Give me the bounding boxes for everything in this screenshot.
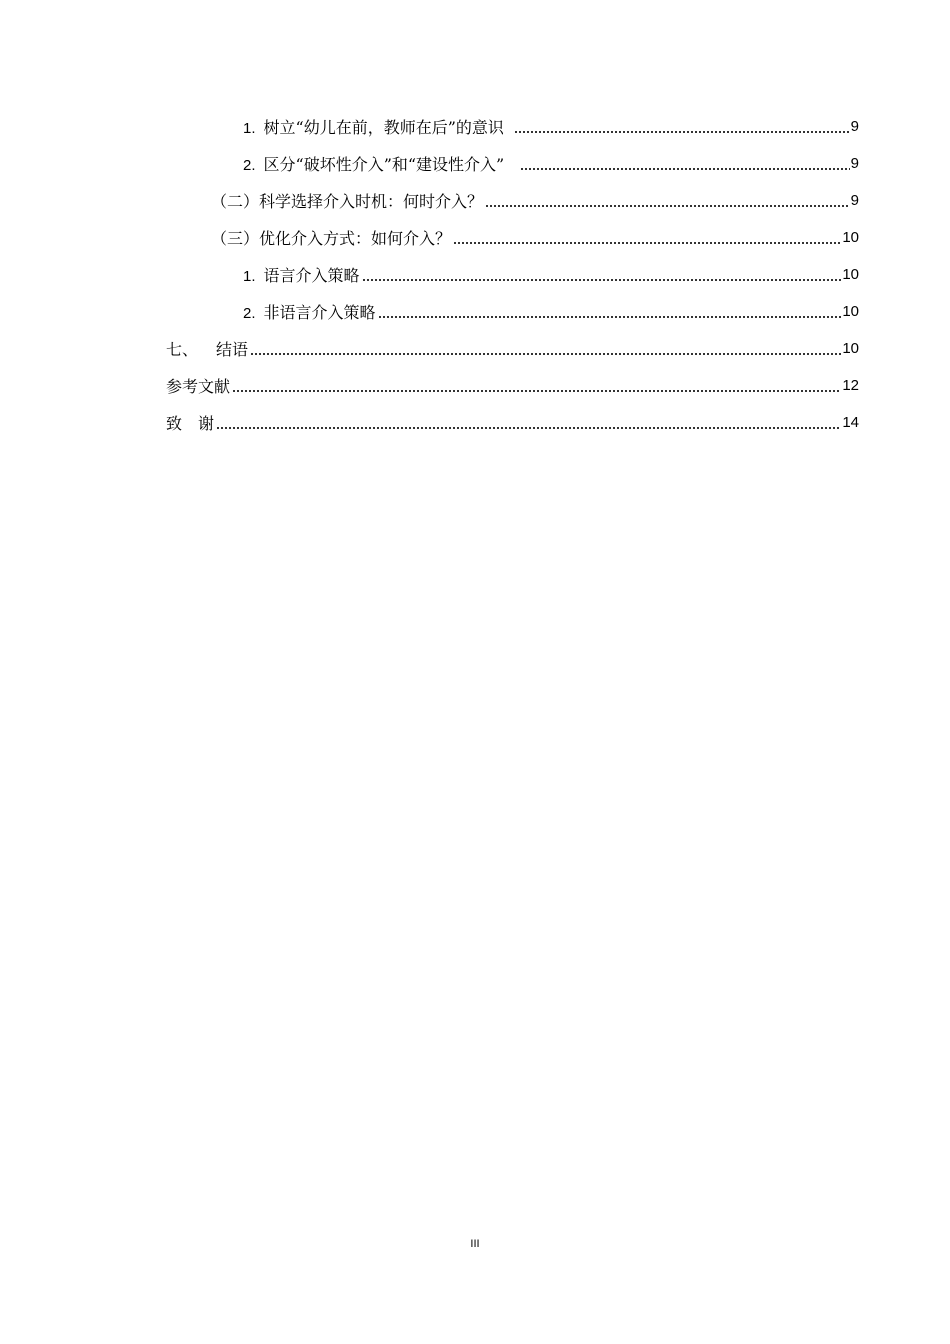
toc-entry-title: 树立“幼儿在前，教师在后”的意识 bbox=[263, 118, 504, 137]
table-of-contents bbox=[0, 108, 950, 441]
toc-entry-page: 12 bbox=[842, 377, 859, 394]
toc-entry-title: 区分“破坏性介入”和“建设性介入” bbox=[263, 155, 505, 174]
toc-entry-page: 9 bbox=[850, 155, 859, 172]
toc-dot-leader bbox=[514, 120, 850, 134]
toc-dot-leader bbox=[520, 157, 849, 171]
toc-entry-title: 语言介入策略 bbox=[263, 266, 360, 285]
toc-entry-page: 9 bbox=[850, 118, 859, 135]
toc-entry-label bbox=[166, 337, 248, 360]
toc-entry[interactable] bbox=[0, 145, 950, 182]
toc-entry-page: 14 bbox=[842, 414, 859, 431]
toc-dot-leader bbox=[250, 342, 841, 356]
toc-entry-page: 9 bbox=[850, 192, 859, 209]
toc-entry-page: 10 bbox=[842, 229, 859, 246]
toc-entry-page: 10 bbox=[842, 266, 859, 283]
toc-entry-label bbox=[243, 300, 376, 323]
toc-entry[interactable] bbox=[0, 330, 950, 367]
toc-entry[interactable] bbox=[0, 256, 950, 293]
toc-entry[interactable] bbox=[0, 108, 950, 145]
toc-entry-title: （三）优化介入方式：如何介入？ bbox=[211, 229, 452, 248]
toc-dot-leader bbox=[232, 379, 841, 393]
toc-entry-number: 2. bbox=[243, 157, 256, 174]
toc-entry-page: 10 bbox=[842, 340, 859, 357]
toc-entry-number: 1. bbox=[243, 120, 256, 137]
toc-entry-number: 七、 bbox=[166, 340, 199, 359]
toc-entry-title: 结语 bbox=[216, 340, 249, 359]
toc-entry[interactable] bbox=[0, 293, 950, 330]
page-number: III bbox=[470, 1238, 480, 1250]
toc-entry-number: 2. bbox=[243, 305, 256, 322]
toc-entry-number: 1. bbox=[243, 268, 256, 285]
toc-dot-leader bbox=[216, 416, 841, 430]
toc-entry-label bbox=[243, 263, 360, 286]
toc-entry-title: 参考文献 bbox=[166, 377, 231, 396]
toc-entry[interactable] bbox=[0, 367, 950, 404]
toc-entry-title: 非语言介入策略 bbox=[263, 303, 376, 322]
toc-entry[interactable] bbox=[0, 182, 950, 219]
toc-entry-label bbox=[211, 189, 483, 212]
toc-dot-leader bbox=[378, 305, 842, 319]
toc-entry-title: （二）科学选择介入时机：何时介入？ bbox=[211, 192, 484, 211]
toc-dot-leader bbox=[485, 194, 850, 208]
toc-entry-label bbox=[243, 115, 504, 138]
toc-entry-label bbox=[243, 152, 504, 175]
toc-entry-label bbox=[166, 374, 230, 397]
toc-entry[interactable] bbox=[0, 219, 950, 256]
toc-entry-label bbox=[166, 411, 214, 434]
toc-entry-page: 10 bbox=[842, 303, 859, 320]
toc-dot-leader bbox=[362, 268, 842, 282]
toc-entry-label bbox=[211, 226, 451, 249]
toc-entry[interactable] bbox=[0, 404, 950, 441]
toc-entry-title: 致 谢 bbox=[166, 414, 215, 433]
toc-dot-leader bbox=[453, 231, 841, 245]
